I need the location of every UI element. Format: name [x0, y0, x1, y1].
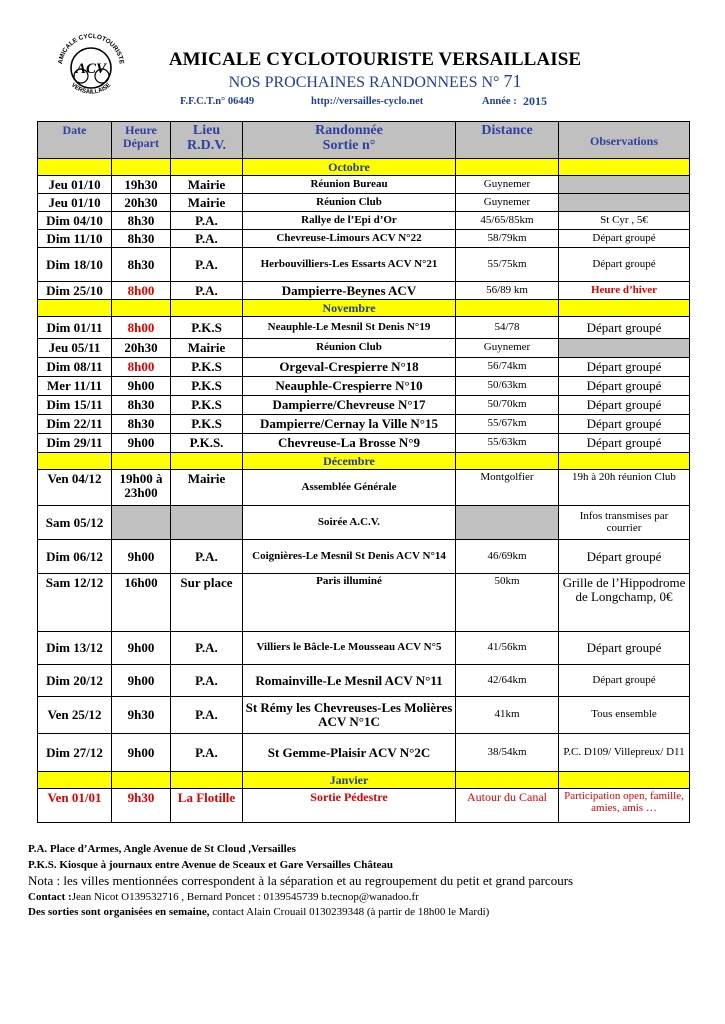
cell-lieu: P.A.: [171, 540, 243, 574]
month-row: [38, 300, 690, 317]
year-value: 2015: [523, 94, 547, 108]
cell-randonnee: Villiers le Bâcle-Le Mousseau ACV N°5: [243, 632, 456, 665]
cell-time: 8h30: [112, 230, 171, 248]
cell-lieu: P.K.S: [171, 317, 243, 339]
cell-time: 9h00: [112, 377, 171, 396]
month-cell: [112, 453, 171, 470]
subtitle-prefix: NOS PROCHAINES RANDONNEES N°: [228, 74, 500, 91]
cell-lieu: Mairie: [171, 194, 243, 212]
cell-randonnee: Soirée A.C.V.: [243, 506, 456, 540]
cell-time: 16h00: [112, 574, 171, 632]
schedule-body: [38, 122, 690, 823]
cell-randonnee: Dampierre/Cernay la Ville N°15: [243, 415, 456, 434]
cell-date: Dim 11/10: [38, 230, 112, 248]
cell-date: Ven 01/01: [38, 789, 112, 823]
cell-distance: Guynemer: [456, 176, 559, 194]
col-header-date: Date: [38, 122, 112, 159]
cell-distance: 42/64km: [456, 665, 559, 697]
col-header-randonnee: Randonnée Sortie n°: [243, 122, 456, 159]
cell-lieu: Sur place: [171, 574, 243, 632]
cell-randonnee: Réunion Club: [243, 194, 456, 212]
table-row: [38, 176, 690, 194]
cell-lieu: P.A.: [171, 248, 243, 282]
year-label: Année :: [482, 96, 517, 107]
month-label: Janvier: [243, 772, 456, 789]
cell-observations: Départ groupé: [559, 248, 690, 282]
table-row: [38, 230, 690, 248]
month-cell: [38, 453, 112, 470]
cell-observations: [559, 176, 690, 194]
month-row: [38, 453, 690, 470]
cell-time: 9h00: [112, 734, 171, 772]
cell-lieu: P.K.S: [171, 396, 243, 415]
cell-time: 9h30: [112, 789, 171, 823]
cell-distance: 38/54km: [456, 734, 559, 772]
month-cell: [171, 772, 243, 789]
cell-observations: Départ groupé: [559, 540, 690, 574]
table-row: [38, 248, 690, 282]
table-row: [38, 434, 690, 453]
cell-distance: 58/79km: [456, 230, 559, 248]
logo-center-text: ACV: [75, 61, 107, 77]
cell-lieu: P.K.S.: [171, 434, 243, 453]
table-row: [38, 415, 690, 434]
month-row: [38, 772, 690, 789]
cell-observations: Départ groupé: [559, 377, 690, 396]
cell-randonnee: Dampierre-Beynes ACV: [243, 282, 456, 300]
cell-randonnee: St Rémy les Chevreuses-Les Molières ACV N°1C: [243, 697, 456, 734]
cell-date: Dim 18/10: [38, 248, 112, 282]
cell-time: 8h30: [112, 415, 171, 434]
cell-distance: 41/56km: [456, 632, 559, 665]
cell-time: 19h00 à 23h00: [112, 470, 171, 506]
cell-randonnee: Chevreuse-Limours ACV N°22: [243, 230, 456, 248]
cell-date: Dim 06/12: [38, 540, 112, 574]
month-cell: [112, 772, 171, 789]
contact-label: Contact :: [28, 891, 72, 903]
month-cell: [171, 453, 243, 470]
cell-lieu: P.A.: [171, 282, 243, 300]
month-cell: [559, 453, 690, 470]
cell-observations: St Cyr , 5€: [559, 212, 690, 230]
cell-date: Dim 04/10: [38, 212, 112, 230]
cell-randonnee: Neauphle-Crespierre N°10: [243, 377, 456, 396]
month-cell: [456, 772, 559, 789]
cell-observations: Départ groupé: [559, 317, 690, 339]
cell-date: Dim 13/12: [38, 632, 112, 665]
cell-time: 9h30: [112, 697, 171, 734]
month-cell: [456, 453, 559, 470]
month-label: Décembre: [243, 453, 456, 470]
cell-randonnee: Réunion Bureau: [243, 176, 456, 194]
cell-observations: Tous ensemble: [559, 697, 690, 734]
cell-randonnee: Dampierre/Chevreuse N°17: [243, 396, 456, 415]
cell-lieu: Mairie: [171, 470, 243, 506]
cell-observations: Départ groupé: [559, 665, 690, 697]
cell-distance: 46/69km: [456, 540, 559, 574]
table-row: [38, 540, 690, 574]
table-row: [38, 358, 690, 377]
cell-date: Ven 04/12: [38, 470, 112, 506]
cell-distance: 54/78: [456, 317, 559, 339]
cell-observations: Infos transmises par courrier: [559, 506, 690, 540]
cell-date: Dim 20/12: [38, 665, 112, 697]
table-row: [38, 317, 690, 339]
cell-observations: Départ groupé: [559, 415, 690, 434]
cell-randonnee: Orgeval-Crespierre N°18: [243, 358, 456, 377]
schedule-table: [37, 121, 690, 823]
month-cell: [38, 772, 112, 789]
table-row: [38, 789, 690, 823]
cell-randonnee: Coignières-Le Mesnil St Denis ACV N°14: [243, 540, 456, 574]
cell-observations: Départ groupé: [559, 230, 690, 248]
cell-distance: 55/75km: [456, 248, 559, 282]
table-row: [38, 282, 690, 300]
cell-lieu: P.A.: [171, 665, 243, 697]
cell-date: Dim 25/10: [38, 282, 112, 300]
cell-lieu: La Flotille: [171, 789, 243, 823]
cell-distance: 50km: [456, 574, 559, 632]
cell-time: [112, 506, 171, 540]
month-cell: [456, 300, 559, 317]
cell-lieu: [171, 506, 243, 540]
table-row: [38, 212, 690, 230]
cell-time: 9h00: [112, 632, 171, 665]
cell-randonnee: Assemblée Générale: [243, 470, 456, 506]
cell-date: Dim 29/11: [38, 434, 112, 453]
table-header-row: [38, 122, 690, 159]
cell-randonnee: Réunion Club: [243, 339, 456, 358]
month-cell: [171, 159, 243, 176]
cell-randonnee: Herbouvilliers-Les Essarts ACV N°21: [243, 248, 456, 282]
footer-nota: Nota : les villes mentionnées correspondent à la séparation et au regroupement du petit et grand parcours: [28, 873, 574, 888]
cell-time: 8h30: [112, 396, 171, 415]
cell-distance: 45/65/85km: [456, 212, 559, 230]
cell-lieu: P.A.: [171, 697, 243, 734]
table-row: [38, 697, 690, 734]
cell-distance: 56/74km: [456, 358, 559, 377]
contact-text: Jean Nicot O139532716 , Bernard Poncet : 0139545739 b.tecnop@wanadoo.fr: [71, 891, 419, 903]
cell-date: Dim 15/11: [38, 396, 112, 415]
month-label: Novembre: [243, 300, 456, 317]
table-row: [38, 574, 690, 632]
cell-observations: Départ groupé: [559, 434, 690, 453]
month-cell: [559, 772, 690, 789]
cell-lieu: Mairie: [171, 339, 243, 358]
cell-time: 8h30: [112, 248, 171, 282]
cell-date: Jeu 01/10: [38, 176, 112, 194]
cell-observations: [559, 339, 690, 358]
cell-randonnee: Neauphle-Le Mesnil St Denis N°19: [243, 317, 456, 339]
cell-observations: 19h à 20h réunion Club: [559, 470, 690, 506]
cell-lieu: P.A.: [171, 212, 243, 230]
cell-time: 8h00: [112, 317, 171, 339]
col-header-observations: Observations: [559, 122, 690, 159]
cell-time: 8h00: [112, 358, 171, 377]
cell-distance: 56/89 km: [456, 282, 559, 300]
footer-semaine: [28, 906, 489, 918]
page-subtitle: [160, 71, 590, 92]
col-header-heure: Heure Départ: [112, 122, 171, 159]
cell-lieu: P.A.: [171, 230, 243, 248]
semaine-text: contact Alain Crouail 0130239348 (à partir de 18h00 le Mardi): [209, 906, 490, 918]
month-cell: [38, 159, 112, 176]
logo-top-text: AMICALE CYCLOTOURISTE: [57, 32, 125, 65]
cell-randonnee: St Gemme-Plaisir ACV N°2C: [243, 734, 456, 772]
cell-distance: 55/63km: [456, 434, 559, 453]
month-cell: [171, 300, 243, 317]
table-row: [38, 665, 690, 697]
cell-date: Sam 05/12: [38, 506, 112, 540]
cell-distance: 50/63km: [456, 377, 559, 396]
table-row: [38, 632, 690, 665]
cell-randonnee: Rallye de l’Epi d’Or: [243, 212, 456, 230]
cell-observations: Heure d’hiver: [559, 282, 690, 300]
table-row: [38, 194, 690, 212]
cell-distance: 50/70km: [456, 396, 559, 415]
cell-distance: [456, 506, 559, 540]
cell-date: Jeu 01/10: [38, 194, 112, 212]
cell-observations: Participation open, famille, amies, amis …: [559, 789, 690, 823]
month-cell: [559, 300, 690, 317]
cell-date: Dim 27/12: [38, 734, 112, 772]
footer-pa: P.A. Place d’Armes, Angle Avenue de St Cloud ,Versailles: [28, 843, 296, 855]
cell-time: 9h00: [112, 434, 171, 453]
cell-time: 19h30: [112, 176, 171, 194]
col-header-distance: Distance: [456, 122, 559, 159]
cell-date: Mer 11/11: [38, 377, 112, 396]
col-header-lieu: Lieu R.D.V.: [171, 122, 243, 159]
cell-time: 20h30: [112, 194, 171, 212]
month-cell: [112, 300, 171, 317]
cell-observations: [559, 194, 690, 212]
cell-randonnee: Chevreuse-La Brosse N°9: [243, 434, 456, 453]
cell-observations: Départ groupé: [559, 632, 690, 665]
table-row: [38, 470, 690, 506]
cell-distance: Guynemer: [456, 339, 559, 358]
cell-lieu: Mairie: [171, 176, 243, 194]
semaine-label: Des sorties sont organisées en semaine,: [28, 906, 210, 918]
cell-date: Dim 08/11: [38, 358, 112, 377]
cell-observations: Grille de l’Hippodrome de Longchamp, 0€: [559, 574, 690, 632]
cell-time: 9h00: [112, 665, 171, 697]
cell-date: Dim 22/11: [38, 415, 112, 434]
table-row: [38, 506, 690, 540]
table-row: [38, 377, 690, 396]
logo-bottom-text: VERSAILLAISE: [69, 82, 113, 96]
cell-randonnee: Sortie Pédestre: [243, 789, 456, 823]
cell-distance: Montgolfier: [456, 470, 559, 506]
cell-time: 8h30: [112, 212, 171, 230]
cell-time: 8h00: [112, 282, 171, 300]
cell-distance: 41km: [456, 697, 559, 734]
footer-contact: [28, 891, 419, 903]
table-row: [38, 734, 690, 772]
cell-date: Dim 01/11: [38, 317, 112, 339]
cell-observations: P.C. D109/ Villepreux/ D11: [559, 734, 690, 772]
month-cell: [38, 300, 112, 317]
ffct-number: F.F.C.T.n° 06449: [180, 96, 255, 107]
cell-time: 9h00: [112, 540, 171, 574]
svg-text:VERSAILLAISE: [70, 82, 112, 95]
cell-distance: 55/67km: [456, 415, 559, 434]
cell-date: Sam 12/12: [38, 574, 112, 632]
website-url[interactable]: http://versailles-cyclo.net: [311, 96, 424, 107]
cell-randonnee: Paris illuminé: [243, 574, 456, 632]
cell-randonnee: Romainville-Le Mesnil ACV N°11: [243, 665, 456, 697]
cell-lieu: P.K.S: [171, 358, 243, 377]
month-cell: [559, 159, 690, 176]
cell-observations: Départ groupé: [559, 358, 690, 377]
month-label: Octobre: [243, 159, 456, 176]
cell-date: Jeu 05/11: [38, 339, 112, 358]
month-cell: [456, 159, 559, 176]
club-logo: [52, 27, 130, 105]
table-row: [38, 339, 690, 358]
subtitle-number: 71: [503, 71, 522, 91]
cell-lieu: P.K.S: [171, 415, 243, 434]
month-cell: [112, 159, 171, 176]
page-title: AMICALE CYCLOTOURISTE VERSAILLAISE: [168, 49, 582, 70]
cell-time: 20h30: [112, 339, 171, 358]
cell-distance: Guynemer: [456, 194, 559, 212]
footer-pks: P.K.S. Kiosque à journaux entre Avenue de Sceaux et Gare Versailles Château: [28, 859, 394, 871]
cell-lieu: P.A.: [171, 632, 243, 665]
cell-lieu: P.K.S: [171, 377, 243, 396]
month-row: [38, 159, 690, 176]
cell-observations: Départ groupé: [559, 396, 690, 415]
cell-date: Ven 25/12: [38, 697, 112, 734]
table-row: [38, 396, 690, 415]
cell-lieu: P.A.: [171, 734, 243, 772]
cell-distance: Autour du Canal: [456, 789, 559, 823]
